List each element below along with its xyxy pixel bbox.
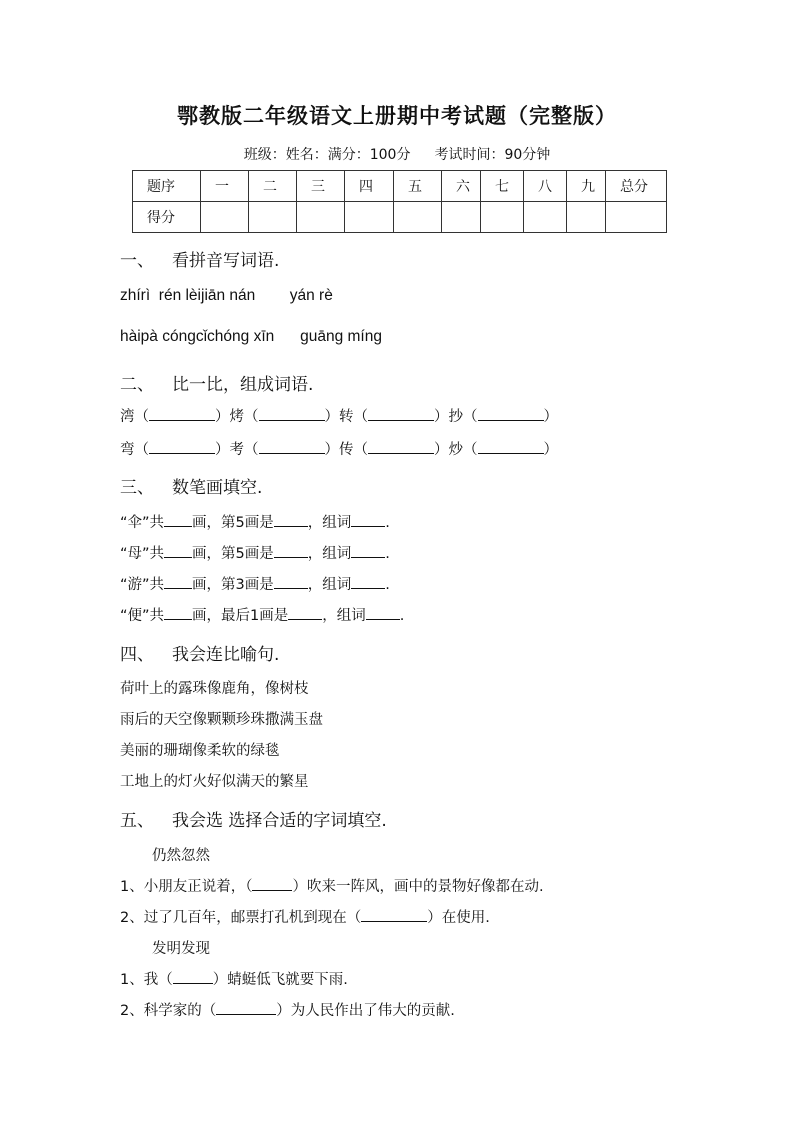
pinyin-word: guāng míng — [300, 328, 382, 345]
answer-blank[interactable] — [164, 512, 192, 527]
answer-blank[interactable] — [368, 439, 434, 454]
section-number: 四、 — [120, 645, 154, 665]
simile-item: 雨后的天空像颗颗珍珠撒满玉盘 — [120, 712, 323, 728]
answer-blank[interactable] — [164, 543, 192, 558]
score-input-cell[interactable] — [201, 202, 249, 233]
pinyin-word: hàipà cóngcǐchóng xīn — [120, 328, 275, 345]
answer-blank[interactable] — [366, 605, 400, 620]
section-5-heading — [120, 806, 387, 831]
answer-blank[interactable] — [259, 406, 325, 421]
stroke-q-text: . — [385, 515, 390, 531]
section-title: 数笔画填空. — [172, 478, 263, 498]
compare-char: 炒 — [448, 442, 463, 458]
score-header-cell: 二 — [249, 171, 297, 202]
score-input-cell[interactable] — [442, 202, 481, 233]
score-header-cell: 八 — [524, 171, 567, 202]
stroke-q-text: . — [385, 546, 390, 562]
score-table-header-row — [133, 171, 667, 202]
simile-item: 荷叶上的露珠像鹿角，像树枝 — [120, 681, 309, 697]
score-header-cell: 九 — [567, 171, 606, 202]
stroke-question — [120, 604, 404, 625]
stroke-q-text: “游”共 — [120, 577, 165, 593]
section-number: 一、 — [120, 251, 154, 271]
choice-question — [120, 906, 490, 927]
compare-char: 传 — [339, 442, 354, 458]
question-text: ）蜻蜓低飞就要下雨. — [212, 972, 348, 988]
answer-blank[interactable] — [288, 605, 322, 620]
pinyin-word: rén lèijiān nán — [158, 287, 256, 304]
score-header-cell: 七 — [481, 171, 524, 202]
section-1-heading — [120, 246, 279, 271]
score-input-cell[interactable] — [297, 202, 345, 233]
score-input-cell[interactable] — [481, 202, 524, 233]
score-header-cell: 题序 — [133, 171, 201, 202]
stroke-q-text: 画，第5画是 — [192, 546, 274, 562]
answer-blank[interactable] — [351, 574, 385, 589]
section-number: 三、 — [120, 478, 154, 498]
question-text: ）为人民作出了伟大的贡献. — [276, 1003, 455, 1019]
answer-blank[interactable] — [368, 406, 434, 421]
word-choices-2: 发明发现 — [152, 941, 210, 957]
section-2-heading — [120, 370, 313, 395]
stroke-q-text: “伞”共 — [120, 515, 165, 531]
stroke-q-text: . — [385, 577, 390, 593]
score-header-cell: 三 — [297, 171, 345, 202]
answer-blank[interactable] — [252, 876, 292, 891]
answer-blank[interactable] — [351, 512, 385, 527]
answer-blank[interactable] — [478, 439, 544, 454]
score-row-label: 得分 — [133, 202, 201, 233]
stroke-q-text: ，组词 — [307, 515, 352, 531]
score-input-cell[interactable] — [345, 202, 394, 233]
simile-item: 美丽的珊瑚像柔软的绿毯 — [120, 743, 280, 759]
compare-char: 弯 — [120, 442, 135, 458]
score-header-cell: 总分 — [606, 171, 667, 202]
score-header-cell: 四 — [345, 171, 394, 202]
question-text: ）吹来一阵风，画中的景物好像都在动. — [292, 879, 544, 895]
question-text: 2、科学家的（ — [120, 1003, 217, 1019]
answer-blank[interactable] — [149, 439, 215, 454]
question-text: ）在使用. — [427, 910, 490, 926]
answer-blank[interactable] — [351, 543, 385, 558]
question-text: 2、过了几百年，邮票打孔机到现在（ — [120, 910, 362, 926]
stroke-q-text: “便”共 — [120, 608, 165, 624]
simile-item: 工地上的灯火好似满天的繁星 — [120, 774, 309, 790]
stroke-question — [120, 511, 390, 532]
choice-question — [120, 875, 544, 896]
compare-char: 考 — [229, 442, 244, 458]
class-name-score-label: 班级：姓名：满分：100分 — [243, 147, 411, 163]
stroke-q-text: . — [399, 608, 405, 624]
answer-blank[interactable] — [274, 574, 308, 589]
compare-row-1: 湾（ ）烤（ ）转（ ）抄（ ） — [120, 405, 558, 426]
score-input-cell[interactable] — [606, 202, 667, 233]
stroke-q-text: “母”共 — [120, 546, 165, 562]
section-3-heading — [120, 473, 262, 498]
answer-blank[interactable] — [149, 406, 215, 421]
compare-char: 转 — [339, 409, 354, 425]
answer-blank[interactable] — [164, 574, 192, 589]
score-input-cell[interactable] — [524, 202, 567, 233]
answer-blank[interactable] — [216, 1000, 276, 1015]
choice-question — [120, 968, 348, 989]
section-title: 我会选 选择合适的字词填空. — [172, 811, 387, 831]
score-header-cell: 一 — [201, 171, 249, 202]
stroke-question — [120, 542, 390, 563]
compare-char: 湾 — [120, 409, 135, 425]
score-input-cell[interactable] — [249, 202, 297, 233]
compare-row-2: 弯（ ）考（ ）传（ ）炒（ ） — [120, 438, 558, 459]
pinyin-line-2 — [120, 328, 382, 346]
answer-blank[interactable] — [173, 969, 213, 984]
stroke-q-text: ，组词 — [307, 577, 352, 593]
question-text: 1、小朋友正说着，（ — [120, 879, 253, 895]
compare-char: 抄 — [448, 409, 463, 425]
stroke-q-text: ，组词 — [322, 608, 366, 624]
page-title: 鄂教版二年级语文上册期中考试题（完整版） — [177, 103, 617, 128]
exam-time-label: 考试时间：90分钟 — [434, 147, 551, 163]
answer-blank[interactable] — [361, 907, 427, 922]
answer-blank[interactable] — [274, 543, 308, 558]
stroke-question — [120, 573, 390, 594]
score-input-cell[interactable] — [394, 202, 442, 233]
score-header-cell: 六 — [442, 171, 481, 202]
section-title: 我会连比喻句. — [172, 645, 280, 665]
section-number: 二、 — [120, 375, 154, 395]
pinyin-line-1 — [120, 287, 333, 305]
score-input-cell[interactable] — [567, 202, 606, 233]
answer-blank[interactable] — [478, 406, 544, 421]
section-title: 看拼音写词语. — [172, 251, 280, 271]
score-table-score-row — [133, 202, 667, 233]
section-title: 比一比，组成词语. — [172, 375, 314, 395]
score-table — [132, 170, 667, 233]
section-number: 五、 — [120, 811, 154, 831]
stroke-q-text: ，组词 — [307, 546, 352, 562]
stroke-q-text: 画，第3画是 — [192, 577, 274, 593]
question-text: 1、我（ — [120, 972, 173, 988]
pinyin-word: yán rè — [289, 287, 333, 304]
word-choices-1: 仍然忽然 — [152, 848, 210, 864]
stroke-q-text: 画，第5画是 — [192, 515, 274, 531]
stroke-q-text: 画，最后1画是 — [192, 608, 289, 624]
pinyin-word: zhírì — [120, 287, 151, 304]
answer-blank[interactable] — [164, 605, 192, 620]
answer-blank[interactable] — [259, 439, 325, 454]
answer-blank[interactable] — [274, 512, 308, 527]
compare-char: 烤 — [229, 409, 244, 425]
score-header-cell: 五 — [394, 171, 442, 202]
exam-info — [0, 144, 794, 164]
section-4-heading — [120, 640, 279, 665]
choice-question — [120, 999, 455, 1020]
